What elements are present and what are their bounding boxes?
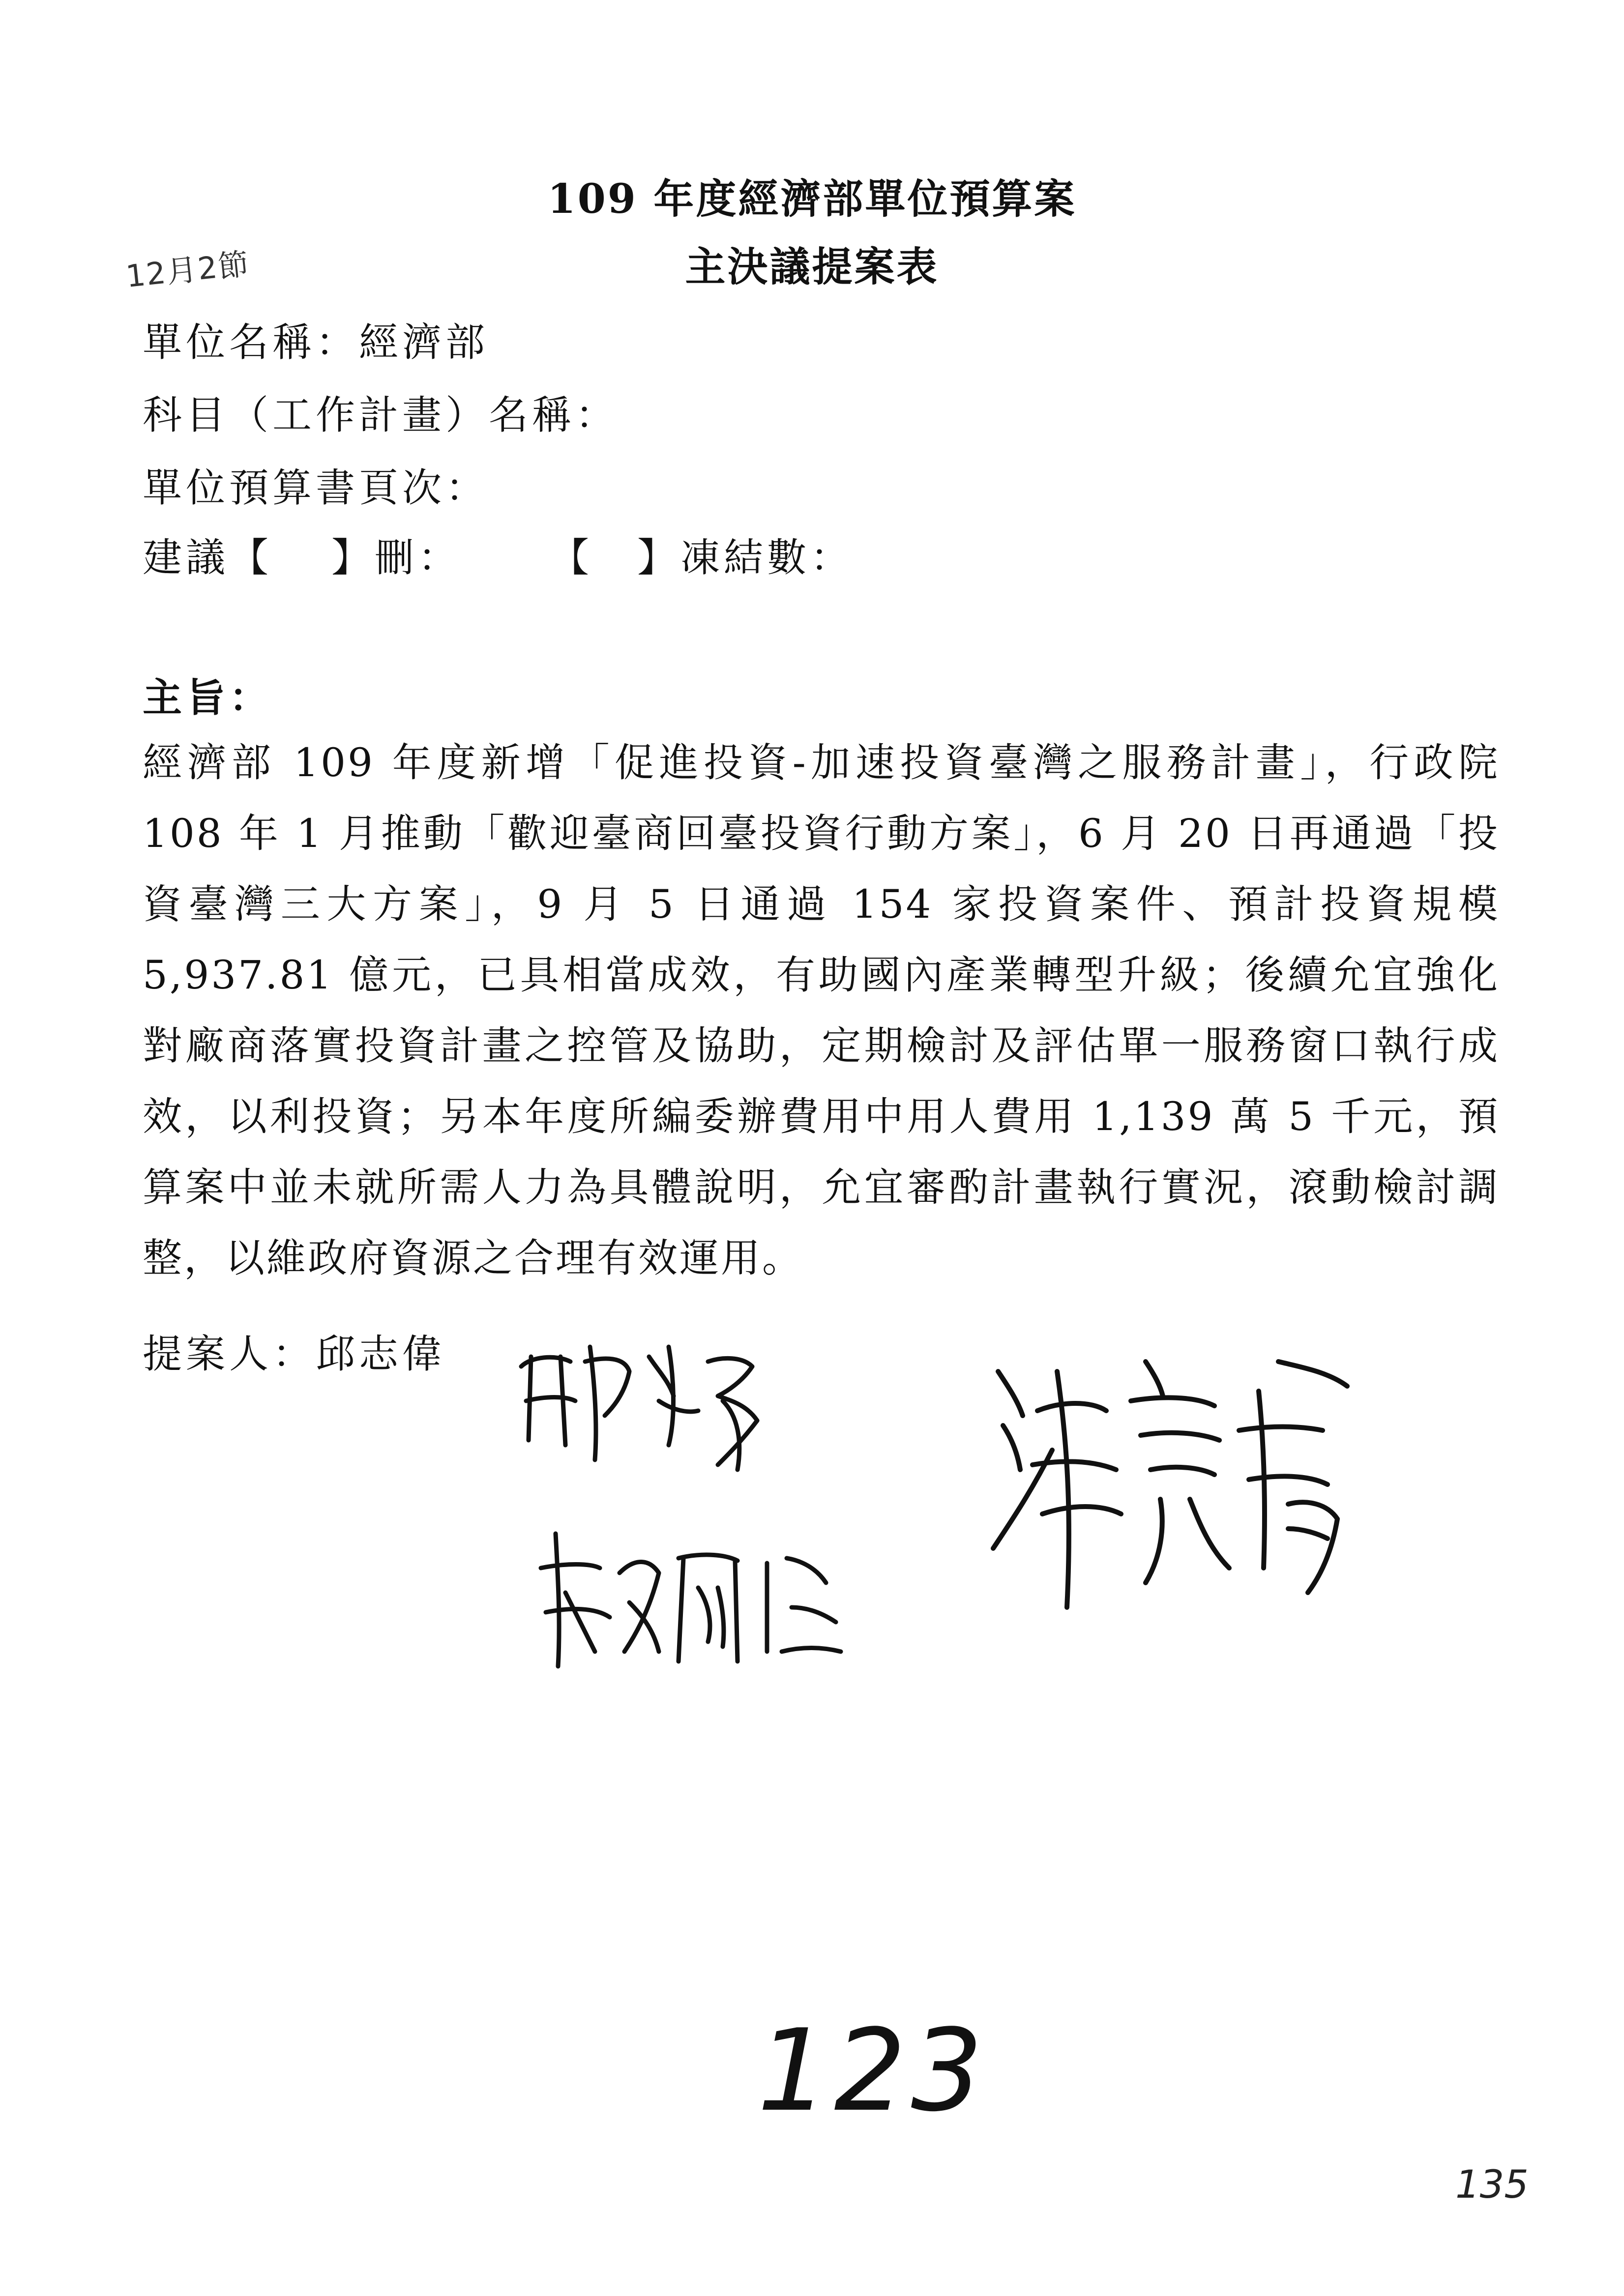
handwritten-corner-number: 135 [1455, 2163, 1529, 2207]
signature-3 [983, 1342, 1377, 1617]
document-title-line-1: 109 年度經濟部單位預算案 [547, 175, 1077, 223]
freeze-open: 【 [550, 535, 593, 581]
proposer-label: 提案人：邱志偉 [143, 1331, 445, 1377]
document-title-line-2: 主決議提案表 [685, 243, 939, 291]
handwritten-page-number: 123 [757, 2005, 988, 2137]
subject-label: 主旨： [143, 674, 272, 721]
handwritten-note: 12月2節 [124, 245, 251, 294]
signature-1 [511, 1327, 787, 1475]
signature-2 [536, 1514, 851, 1676]
suggest-prefix: 建議【 [143, 535, 272, 581]
field-subject-name: 科目（工作計畫）名稱： [143, 392, 619, 438]
freeze-close: 】凍結數： [637, 535, 854, 581]
field-unit-name: 單位名稱：經濟部 [143, 320, 489, 365]
suggest-close: 】刪： [331, 535, 461, 581]
field-budget-page: 單位預算書頁次： [143, 465, 489, 511]
subject-body: 經濟部 109 年度新增「促進投資-加速投資臺灣之服務計畫」，行政院 108 年 1 月推動「歡迎臺商回臺投資行動方案」，6 月 20 日再通過「投資臺灣三大方案」，9 月 5 日通過 154 家投資案件、預計投資規模 5,937.81 億元，已具相當成效，有助國內產業轉型升級；後續允宜強化對廠商落實投資計畫之控管及協助，定期檢討及評估單一服務窗口執行成效，以利投資；另本年度所編委辦費用中用人費用 1,139 萬 5 千元，預算案中並未就所需人力為具體說明，允宜審酌計畫執行實況，滾動檢討調整，以維政府資源之合理有效運用。 [143, 740, 1500, 1281]
field-suggestion-row [143, 526, 854, 582]
